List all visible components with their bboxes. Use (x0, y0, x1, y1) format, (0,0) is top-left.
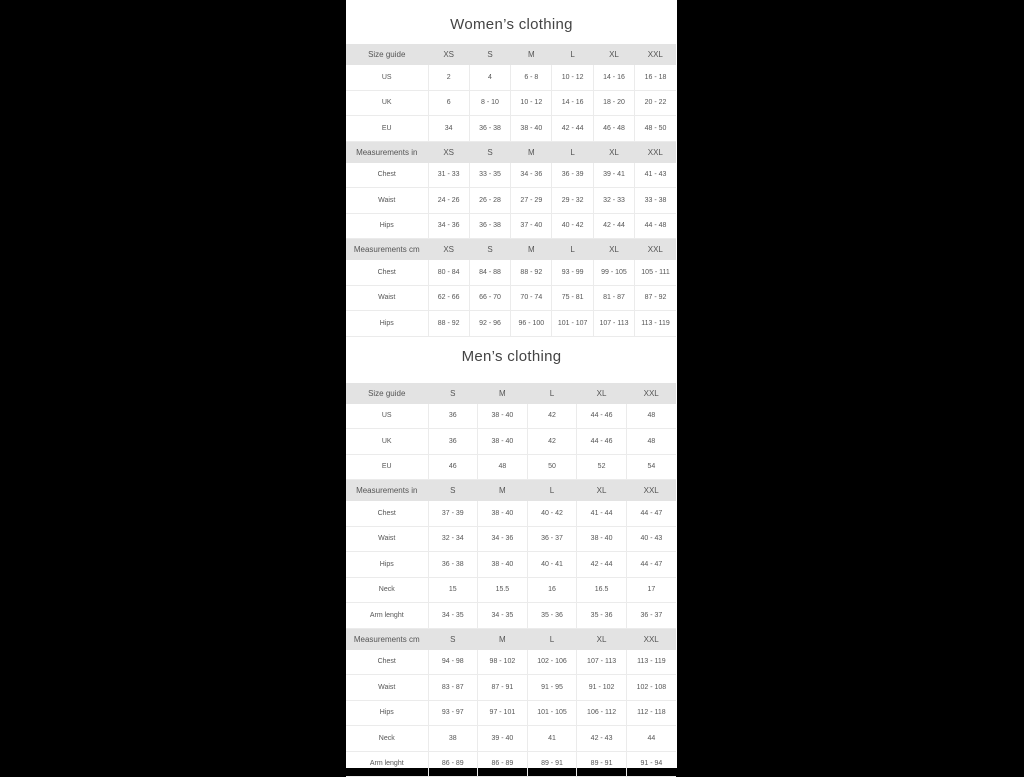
table-cell: 44 - 46 (577, 404, 627, 429)
table-header-row (346, 480, 676, 502)
size-column-heading: XL (577, 628, 627, 650)
size-column-heading: S (428, 480, 478, 502)
size-column-heading: L (552, 239, 593, 261)
table-cell: 48 (626, 429, 676, 455)
row-label: EU (346, 454, 428, 480)
table-cell: 38 - 40 (511, 116, 552, 142)
size-column-heading: L (527, 628, 577, 650)
table-cell: 89 - 91 (527, 751, 577, 777)
row-label: Waist (346, 526, 428, 552)
table-cell: 33 - 35 (469, 163, 510, 188)
table-row (346, 404, 676, 429)
table-cell: 42 - 44 (552, 116, 593, 142)
table-cell: 97 - 101 (478, 700, 528, 726)
women-size-table (346, 44, 676, 337)
section-heading: Measurements cm (346, 628, 428, 650)
table-cell: 38 - 40 (478, 404, 528, 429)
table-cell: 44 - 47 (626, 501, 676, 526)
size-column-heading: S (428, 383, 478, 404)
size-column-heading: M (478, 383, 528, 404)
size-column-heading: M (478, 480, 528, 502)
section-heading: Size guide (346, 383, 428, 404)
table-row (346, 116, 676, 142)
table-cell: 34 - 36 (511, 163, 552, 188)
size-column-heading: XXL (626, 383, 676, 404)
table-header-row (346, 141, 676, 163)
table-cell: 20 - 22 (635, 90, 676, 116)
table-cell: 14 - 16 (552, 90, 593, 116)
table-cell: 34 (428, 116, 469, 142)
table-cell: 48 (626, 404, 676, 429)
table-cell: 37 - 39 (428, 501, 478, 526)
table-cell: 40 - 42 (552, 213, 593, 239)
table-cell: 83 - 87 (428, 675, 478, 701)
men-clothing-title: Men’s clothing (346, 337, 677, 383)
table-row (346, 260, 676, 285)
table-cell: 107 - 113 (577, 650, 627, 675)
table-cell: 112 - 118 (626, 700, 676, 726)
table-cell: 14 - 16 (593, 65, 634, 90)
table-cell: 98 - 102 (478, 650, 528, 675)
table-cell: 35 - 36 (577, 603, 627, 629)
table-cell: 38 - 40 (577, 526, 627, 552)
table-cell: 41 - 43 (635, 163, 676, 188)
table-cell: 101 - 107 (552, 311, 593, 337)
row-label: Chest (346, 501, 428, 526)
row-label: Waist (346, 675, 428, 701)
table-row (346, 526, 676, 552)
table-cell: 93 - 97 (428, 700, 478, 726)
size-column-heading: S (469, 44, 510, 65)
table-cell: 91 - 102 (577, 675, 627, 701)
table-row (346, 552, 676, 578)
size-column-heading: XL (577, 383, 627, 404)
table-cell: 6 - 8 (511, 65, 552, 90)
table-cell: 99 - 105 (593, 260, 634, 285)
table-cell: 66 - 70 (469, 285, 510, 311)
table-cell: 48 (478, 454, 528, 480)
row-label: Neck (346, 577, 428, 603)
table-cell: 38 - 40 (478, 552, 528, 578)
table-row (346, 213, 676, 239)
table-cell: 50 (527, 454, 577, 480)
size-column-heading: S (469, 239, 510, 261)
size-column-heading: XS (428, 141, 469, 163)
table-cell: 41 - 44 (577, 501, 627, 526)
size-column-heading: XS (428, 239, 469, 261)
table-cell: 87 - 91 (478, 675, 528, 701)
table-cell: 36 - 37 (626, 603, 676, 629)
row-label: Arm lenght (346, 603, 428, 629)
table-cell: 75 - 81 (552, 285, 593, 311)
table-cell: 6 (428, 90, 469, 116)
row-label: Hips (346, 700, 428, 726)
table-cell: 44 - 47 (626, 552, 676, 578)
table-cell: 36 - 38 (469, 213, 510, 239)
table-cell: 102 - 106 (527, 650, 577, 675)
table-cell: 16.5 (577, 577, 627, 603)
table-cell: 105 - 111 (635, 260, 676, 285)
size-column-heading: S (469, 141, 510, 163)
table-cell: 16 (527, 577, 577, 603)
row-label: Chest (346, 650, 428, 675)
size-column-heading: XXL (626, 480, 676, 502)
table-cell: 10 - 12 (511, 90, 552, 116)
table-cell: 40 - 43 (626, 526, 676, 552)
row-label: Neck (346, 726, 428, 752)
men-size-table (346, 383, 676, 777)
table-row (346, 454, 676, 480)
row-label: Arm lenght (346, 751, 428, 777)
row-label: Hips (346, 311, 428, 337)
table-cell: 26 - 28 (469, 188, 510, 214)
table-cell: 70 - 74 (511, 285, 552, 311)
size-column-heading: L (552, 141, 593, 163)
table-cell: 34 - 35 (478, 603, 528, 629)
table-cell: 42 (527, 404, 577, 429)
table-cell: 42 - 43 (577, 726, 627, 752)
row-label: Waist (346, 188, 428, 214)
table-cell: 32 - 34 (428, 526, 478, 552)
table-cell: 41 (527, 726, 577, 752)
row-label: Waist (346, 285, 428, 311)
table-cell: 101 - 105 (527, 700, 577, 726)
table-cell: 89 - 91 (577, 751, 627, 777)
table-cell: 88 - 92 (428, 311, 469, 337)
size-column-heading: XL (593, 141, 634, 163)
table-row (346, 285, 676, 311)
size-column-heading: XXL (635, 141, 676, 163)
table-cell: 44 - 46 (577, 429, 627, 455)
table-cell: 36 (428, 404, 478, 429)
table-cell: 36 - 37 (527, 526, 577, 552)
row-label: Chest (346, 260, 428, 285)
table-cell: 40 - 41 (527, 552, 577, 578)
table-row (346, 751, 676, 777)
size-column-heading: XXL (635, 44, 676, 65)
row-label: UK (346, 429, 428, 455)
size-column-heading: L (552, 44, 593, 65)
table-cell: 107 - 113 (593, 311, 634, 337)
section-heading: Size guide (346, 44, 428, 65)
table-row (346, 650, 676, 675)
table-cell: 4 (469, 65, 510, 90)
table-cell: 44 (626, 726, 676, 752)
table-cell: 94 - 98 (428, 650, 478, 675)
row-label: UK (346, 90, 428, 116)
table-cell: 88 - 92 (511, 260, 552, 285)
table-header-row (346, 44, 676, 65)
table-cell: 17 (626, 577, 676, 603)
size-column-heading: XS (428, 44, 469, 65)
table-cell: 42 - 44 (593, 213, 634, 239)
table-cell: 92 - 96 (469, 311, 510, 337)
table-cell: 86 - 89 (428, 751, 478, 777)
row-label: Hips (346, 552, 428, 578)
table-cell: 34 - 35 (428, 603, 478, 629)
table-cell: 34 - 36 (428, 213, 469, 239)
table-cell: 42 - 44 (577, 552, 627, 578)
table-row (346, 429, 676, 455)
table-header-row (346, 628, 676, 650)
table-cell: 48 - 50 (635, 116, 676, 142)
table-row (346, 577, 676, 603)
size-column-heading: M (511, 141, 552, 163)
table-cell: 86 - 89 (478, 751, 528, 777)
table-cell: 39 - 40 (478, 726, 528, 752)
table-cell: 40 - 42 (527, 501, 577, 526)
row-label: EU (346, 116, 428, 142)
size-column-heading: L (527, 383, 577, 404)
table-cell: 33 - 38 (635, 188, 676, 214)
table-cell: 36 (428, 429, 478, 455)
table-cell: 27 - 29 (511, 188, 552, 214)
section-heading: Measurements in (346, 480, 428, 502)
table-header-row (346, 383, 676, 404)
table-row (346, 603, 676, 629)
table-cell: 102 - 108 (626, 675, 676, 701)
size-column-heading: L (527, 480, 577, 502)
table-row (346, 726, 676, 752)
table-cell: 96 - 100 (511, 311, 552, 337)
table-cell: 46 - 48 (593, 116, 634, 142)
table-cell: 8 - 10 (469, 90, 510, 116)
table-cell: 31 - 33 (428, 163, 469, 188)
size-column-heading: M (511, 44, 552, 65)
size-column-heading: XL (593, 239, 634, 261)
table-cell: 42 (527, 429, 577, 455)
table-cell: 106 - 112 (577, 700, 627, 726)
row-label: Hips (346, 213, 428, 239)
size-column-heading: XXL (635, 239, 676, 261)
table-cell: 16 - 18 (635, 65, 676, 90)
row-label: US (346, 404, 428, 429)
table-cell: 38 - 40 (478, 429, 528, 455)
table-row (346, 163, 676, 188)
table-cell: 91 - 94 (626, 751, 676, 777)
table-cell: 46 (428, 454, 478, 480)
table-cell: 93 - 99 (552, 260, 593, 285)
table-cell: 2 (428, 65, 469, 90)
table-row (346, 188, 676, 214)
women-clothing-title: Women’s clothing (346, 0, 677, 44)
table-cell: 34 - 36 (478, 526, 528, 552)
table-row (346, 90, 676, 116)
table-cell: 36 - 39 (552, 163, 593, 188)
table-cell: 91 - 95 (527, 675, 577, 701)
table-cell: 15.5 (478, 577, 528, 603)
table-row (346, 501, 676, 526)
table-header-row (346, 239, 676, 261)
table-cell: 38 - 40 (478, 501, 528, 526)
table-row (346, 65, 676, 90)
table-cell: 35 - 36 (527, 603, 577, 629)
table-cell: 87 - 92 (635, 285, 676, 311)
size-column-heading: S (428, 628, 478, 650)
row-label: US (346, 65, 428, 90)
size-column-heading: M (511, 239, 552, 261)
size-column-heading: M (478, 628, 528, 650)
table-cell: 62 - 66 (428, 285, 469, 311)
table-row (346, 675, 676, 701)
table-cell: 36 - 38 (428, 552, 478, 578)
table-cell: 39 - 41 (593, 163, 634, 188)
table-cell: 80 - 84 (428, 260, 469, 285)
table-cell: 52 (577, 454, 627, 480)
table-cell: 84 - 88 (469, 260, 510, 285)
table-cell: 38 (428, 726, 478, 752)
table-cell: 24 - 26 (428, 188, 469, 214)
section-heading: Measurements in (346, 141, 428, 163)
size-column-heading: XXL (626, 628, 676, 650)
table-cell: 29 - 32 (552, 188, 593, 214)
size-chart-sheet (346, 0, 677, 768)
table-cell: 113 - 119 (635, 311, 676, 337)
table-cell: 10 - 12 (552, 65, 593, 90)
size-column-heading: XL (593, 44, 634, 65)
table-cell: 32 - 33 (593, 188, 634, 214)
size-column-heading: XL (577, 480, 627, 502)
row-label: Chest (346, 163, 428, 188)
table-cell: 15 (428, 577, 478, 603)
table-cell: 18 - 20 (593, 90, 634, 116)
table-cell: 37 - 40 (511, 213, 552, 239)
table-cell: 113 - 119 (626, 650, 676, 675)
table-cell: 81 - 87 (593, 285, 634, 311)
table-cell: 44 - 48 (635, 213, 676, 239)
table-row (346, 700, 676, 726)
section-heading: Measurements cm (346, 239, 428, 261)
table-row (346, 311, 676, 337)
table-cell: 36 - 38 (469, 116, 510, 142)
table-cell: 54 (626, 454, 676, 480)
